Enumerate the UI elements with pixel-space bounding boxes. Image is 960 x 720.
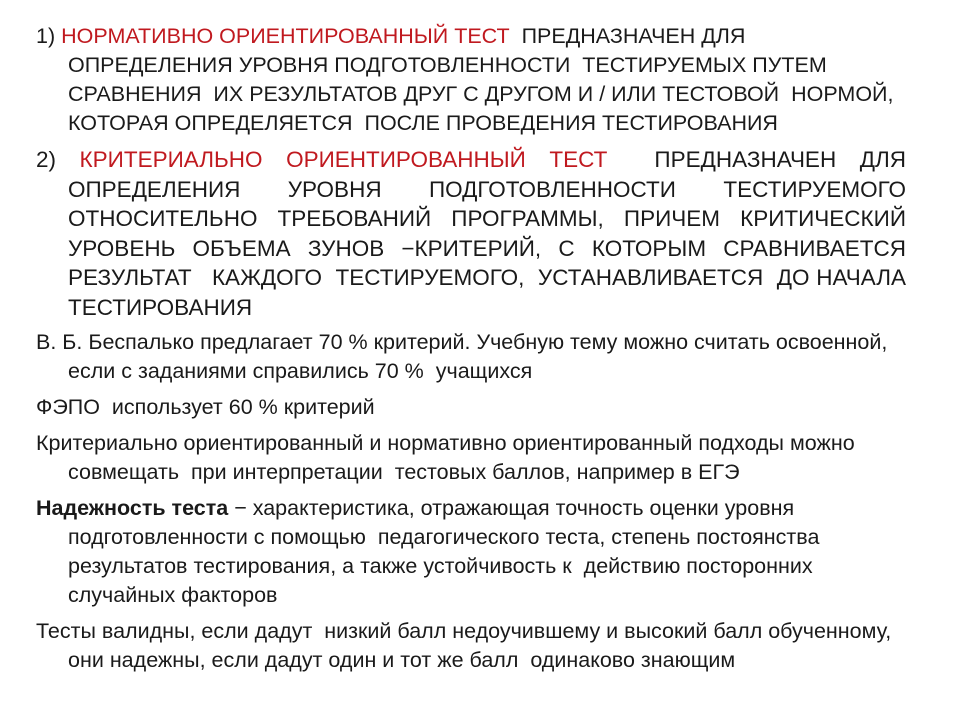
paragraph-fepo <box>36 393 906 422</box>
paragraph-reliability <box>36 494 906 610</box>
definition-normative-test: ПРЕДНАЗНАЧЕН ДЛЯ ОПРЕДЕЛЕНИЯ УРОВНЯ ПОДГОТОВЛЕННОСТИ ТЕСТИРУЕМЫХ ПУТЕМ СРАВНЕНИЯ ИХ РЕЗУЛЬТАТОВ ДРУГ С ДРУГОМ И / ИЛИ ТЕСТОВОЙ НОРМОЙ, КОТОРАЯ ОПРЕДЕЛЯЕТСЯ ПОСЛЕ ПРОВЕДЕНИЯ ТЕСТИРОВАНИЯ <box>68 24 900 135</box>
slide-content <box>36 22 913 682</box>
paragraph-bespalko <box>36 328 906 386</box>
paragraph-normative-test <box>36 22 906 138</box>
term-reliability: Надежность теста <box>36 496 229 520</box>
bespalko-text: В. Б. Беспалько предлагает 70 % критерий. Учебную тему можно считать освоенной, если с заданиями справились 70 % учащихся <box>36 330 894 383</box>
item-number: 1) <box>36 24 62 48</box>
validity-text: Тесты валидны, если дадут низкий балл недоучившему и высокий балл обученному, они надежны, если дадут один и тот же балл одинаково знающим <box>36 619 898 672</box>
term-normative-test: НОРМАТИВНО ОРИЕНТИРОВАННЫЙ ТЕСТ <box>61 24 510 48</box>
paragraph-validity <box>36 617 906 675</box>
fepo-text: ФЭПО использует 60 % критерий <box>36 395 375 419</box>
definition-reliability: − характеристика, отражающая точность оценки уровня подготовленности с помощью педагогического теста, степень постоянства результатов тестирования, а также устойчивость к действию посторонних случайных факторов <box>68 496 826 607</box>
paragraph-combined-approach <box>36 429 906 487</box>
item-number: 2) <box>36 147 80 172</box>
definition-criterion-test: ПРЕДНАЗНАЧЕН ДЛЯ ОПРЕДЕЛЕНИЯ УРОВНЯ ПОДГОТОВЛЕННОСТИ ТЕСТИРУЕМОГО ОТНОСИТЕЛЬНО ТРЕБОВАНИЙ ПРОГРАММЫ, ПРИЧЕМ КРИТИЧЕСКИЙ УРОВЕНЬ ОБЪЕМА ЗУНОВ −КРИТЕРИЙ, С КОТОРЫМ СРАВНИВАЕТСЯ РЕЗУЛЬТАТ КАЖДОГО ТЕСТИРУЕМОГО, УСТАНАВЛИВАЕТСЯ ДО НАЧАЛА ТЕСТИРОВАНИЯ <box>68 147 913 320</box>
term-criterion-test: КРИТЕРИАЛЬНО ОРИЕНТИРОВАННЫЙ ТЕСТ <box>79 147 608 172</box>
paragraph-criterion-test <box>36 145 913 322</box>
combined-approach-text: Критериально ориентированный и нормативно ориентированный подходы можно совмещать при интерпретации тестовых баллов, например в ЕГЭ <box>36 431 861 484</box>
